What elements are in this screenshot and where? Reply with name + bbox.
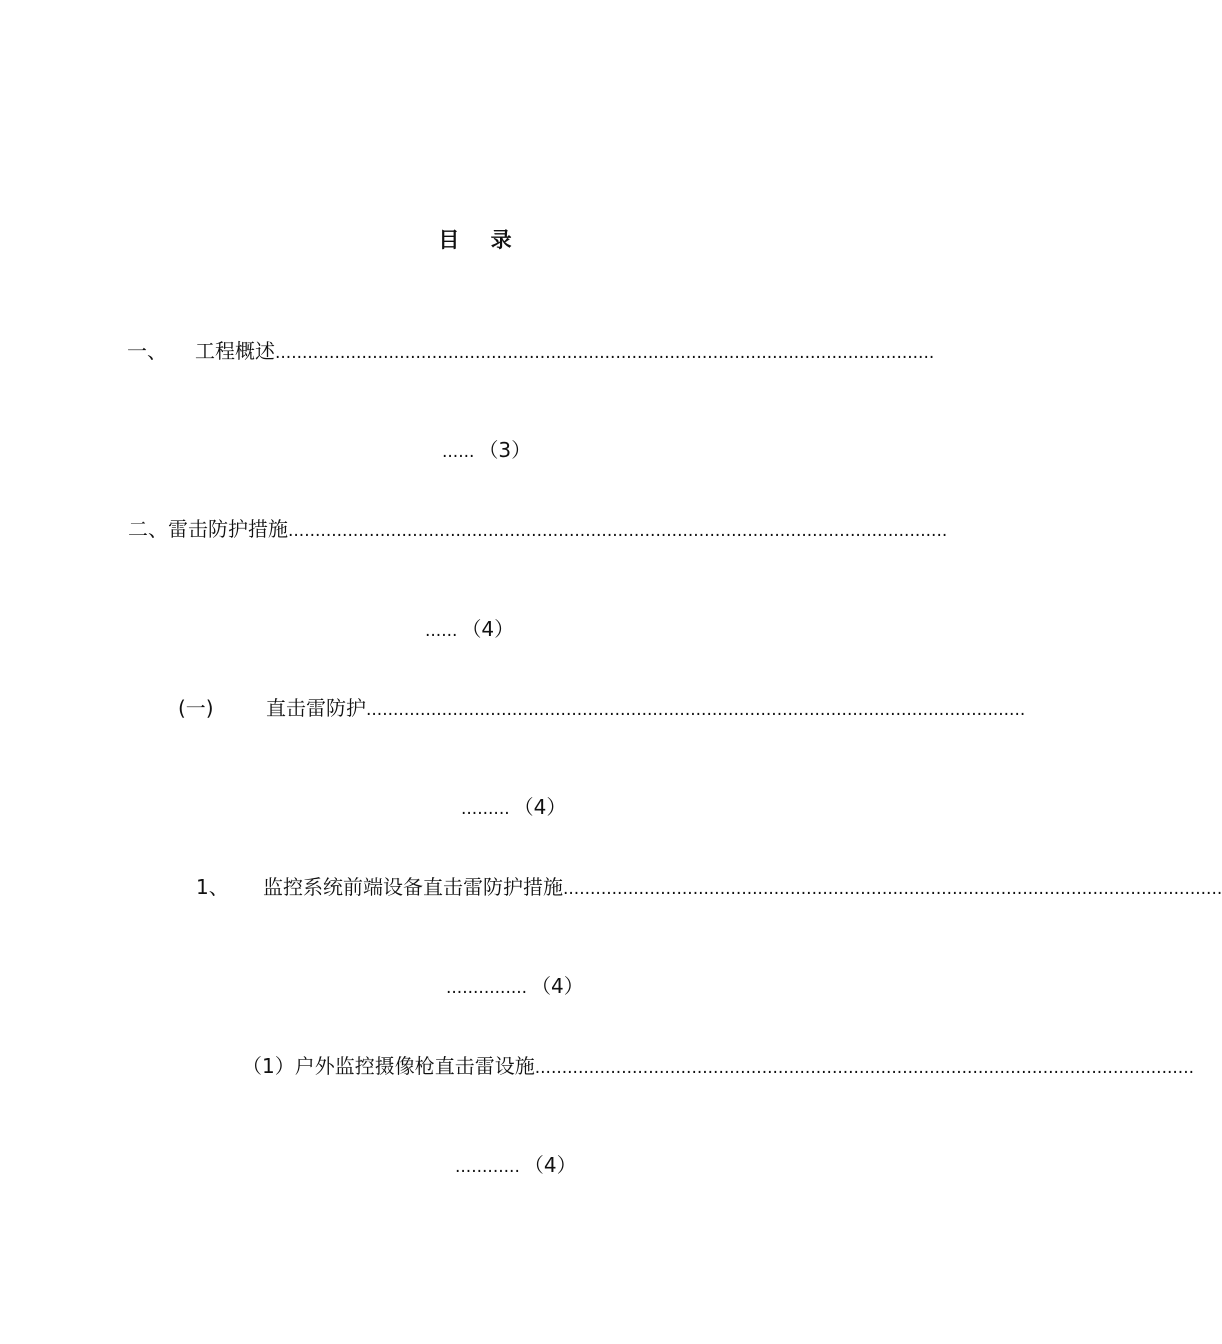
toc-leader-dots: .......................................................................................................................... <box>534 1058 1194 1078</box>
toc-entry-number: 1、 <box>196 875 229 899</box>
toc-leader-dots: .......................................................................................................................... <box>366 700 1026 720</box>
toc-entry[interactable] <box>196 873 1222 901</box>
toc-entry[interactable] <box>242 1052 1194 1080</box>
toc-page-number: （4） <box>531 974 584 998</box>
toc-entry-continuation <box>442 436 531 464</box>
toc-page-number: （4） <box>523 1153 577 1177</box>
toc-entry-text: 监控系统前端设备直击雷防护措施 <box>263 875 563 899</box>
toc-entry-text: （1）户外监控摄像枪直击雷设施 <box>242 1054 535 1078</box>
toc-entry-continuation <box>446 972 584 1000</box>
toc-entry-number: 一、 <box>127 339 167 363</box>
toc-entry-continuation <box>425 615 514 643</box>
toc-entry[interactable] <box>127 337 935 365</box>
toc-entry-continuation <box>461 793 566 821</box>
toc-leader-dots: .......................................................................................................................... <box>275 343 935 363</box>
toc-page-number: （4） <box>513 795 567 819</box>
toc-leader-dots: .......................................................................................................................... <box>563 879 1222 899</box>
toc-entry-text: 二、雷击防护措施 <box>128 517 288 541</box>
toc-entry-continuation <box>455 1151 577 1179</box>
toc-title: 目 录 <box>438 228 524 252</box>
toc-leader-dots: ............ <box>455 1157 520 1177</box>
toc-entry-number: (一) <box>178 696 214 720</box>
toc-entry-text: 工程概述 <box>195 339 275 363</box>
toc-leader-dots: ...... <box>425 621 458 641</box>
toc-entry[interactable] <box>128 515 948 543</box>
toc-leader-dots: ......... <box>461 799 510 819</box>
toc-page-number: （3） <box>478 438 532 462</box>
toc-leader-dots: .......................................................................................................................... <box>288 521 948 541</box>
toc-entry-text: 直击雷防护 <box>266 696 366 720</box>
toc-leader-dots: ...... <box>442 442 475 462</box>
toc-leader-dots: ............... <box>446 978 528 998</box>
toc-page-number: （4） <box>461 617 515 641</box>
toc-entry[interactable] <box>178 694 1026 722</box>
